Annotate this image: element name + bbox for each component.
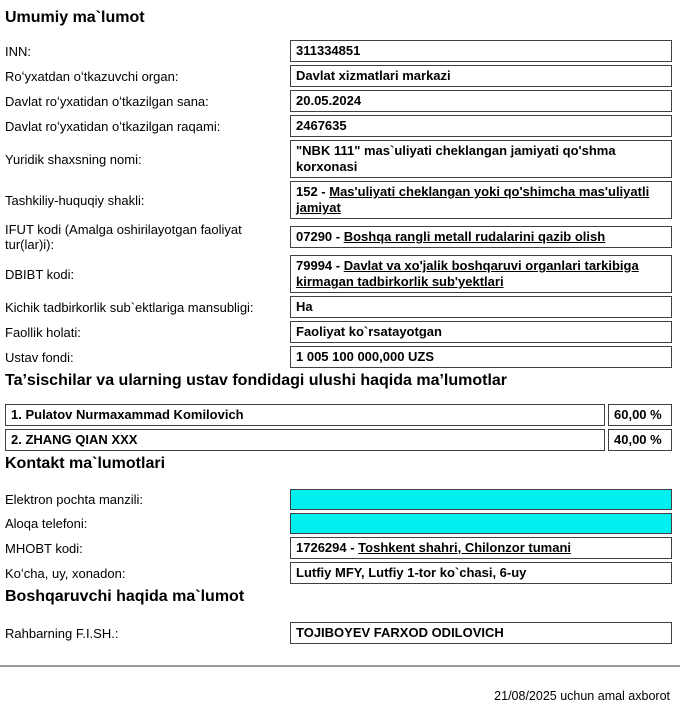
field-label: MHOBT kodi:	[5, 540, 83, 556]
value-prefix: 1726294 -	[296, 540, 359, 555]
row-phone	[5, 513, 672, 534]
founders-table	[5, 404, 672, 451]
field-value: Lutfiy MFY, Lutfiy 1-tor ko`chasi, 6-uy	[290, 562, 672, 584]
field-label: Ustav fondi:	[5, 349, 74, 365]
row-legal-form	[5, 181, 672, 219]
founder-share: 40,00 %	[608, 429, 672, 451]
value-prefix: 152 -	[296, 184, 330, 199]
field-value: Ha	[290, 296, 672, 318]
field-label: DBIBT kodi:	[5, 266, 75, 282]
field-label: Davlat roʻyxatidan oʻtkazilgan sana:	[5, 93, 209, 109]
field-label: Tashkiliy-huquqiy shakli:	[5, 192, 145, 208]
founder-name: 1. Pulatov Nurmaxammad Komilovich	[5, 404, 605, 426]
field-value	[290, 181, 672, 219]
field-label: INN:	[5, 43, 31, 59]
dbibt-code-link[interactable]: Davlat va xo'jalik boshqaruvi organlari tarkibiga kirmagan tadbirkorlik sub'yektlari	[296, 258, 639, 289]
field-label: Yuridik shaxsning nomi:	[5, 151, 142, 167]
row-charter-fund	[5, 346, 672, 368]
manager-rows	[5, 622, 672, 644]
field-value: "NBK 111" mas`uliyati cheklangan jamiyati qo'shma korxonasi	[290, 140, 672, 178]
field-label: Elektron pochta manzili:	[5, 492, 144, 507]
field-value: 311334851	[290, 40, 672, 62]
field-value	[290, 255, 672, 293]
field-value: Davlat xizmatlari markazi	[290, 65, 672, 87]
row-ifut-code	[5, 222, 672, 252]
field-value	[290, 226, 672, 248]
row-legal-entity-name	[5, 140, 672, 178]
table-row	[5, 429, 672, 451]
field-label: Aloqa telefoni:	[5, 516, 88, 531]
founder-share: 60,00 %	[608, 404, 672, 426]
row-registration-date	[5, 90, 672, 112]
field-value: Faoliyat ko`rsatayotgan	[290, 321, 672, 343]
field-label: Faollik holati:	[5, 324, 81, 340]
section-title-contact: Kontakt ma`lumotlari	[5, 455, 166, 472]
field-label: Davlat roʻyxatidan oʻtkazilgan raqami:	[5, 118, 221, 134]
field-label: Roʻyxatdan oʻtkazuvchi organ:	[5, 68, 179, 84]
report-date-note: 21/08/2025 uchun amal axborot	[494, 689, 670, 703]
founder-name: 2. ZHANG QIAN XXX	[5, 429, 605, 451]
field-value	[290, 537, 672, 559]
row-mhobt-code	[5, 537, 672, 559]
phone-field	[290, 513, 672, 534]
mhobt-location-link[interactable]: Toshkent shahri, Chilonzor tumani	[358, 540, 571, 555]
row-dbibt-code	[5, 255, 672, 293]
row-street-address	[5, 562, 672, 584]
horizontal-divider	[0, 665, 680, 667]
contact-rows	[5, 489, 672, 584]
value-prefix: 07290 -	[296, 229, 344, 244]
section-title-general: Umumiy ma`lumot	[5, 9, 145, 26]
general-info-rows	[5, 40, 672, 368]
ifut-code-link[interactable]: Boshqa rangli metall rudalarini qazib olish	[343, 229, 606, 244]
email-field	[290, 489, 672, 510]
field-label: Rahbarning F.I.SH.:	[5, 625, 119, 641]
field-value: TOJIBOYEV FARXOD ODILOVICH	[290, 622, 672, 644]
row-activity-status	[5, 321, 672, 343]
field-value: 20.05.2024	[290, 90, 672, 112]
field-value: 2467635	[290, 115, 672, 137]
section-title-founders: Taʼsischilar va ularning ustav fondidagi ulushi haqida maʼlumotlar	[5, 372, 508, 389]
row-registration-number	[5, 115, 672, 137]
value-prefix: 79994 -	[296, 258, 344, 273]
row-email	[5, 489, 672, 510]
table-row	[5, 404, 672, 426]
field-value: 1 005 100 000,000 UZS	[290, 346, 672, 368]
legal-form-link[interactable]: Mas'uliyati cheklangan yoki qo'shimcha mas'uliyatli jamiyat	[296, 184, 650, 215]
section-title-manager: Boshqaruvchi haqida ma`lumot	[5, 588, 245, 605]
row-inn	[5, 40, 672, 62]
field-label: Kichik tadbirkorlik sub`ektlariga mansubligi:	[5, 299, 254, 315]
field-label: Koʻcha, uy, xonadon:	[5, 565, 126, 581]
row-registering-org	[5, 65, 672, 87]
row-director-name	[5, 622, 672, 644]
field-label: IFUT kodi (Amalga oshirilayotgan faoliyat tur(lar)i):	[5, 222, 242, 252]
row-small-business	[5, 296, 672, 318]
